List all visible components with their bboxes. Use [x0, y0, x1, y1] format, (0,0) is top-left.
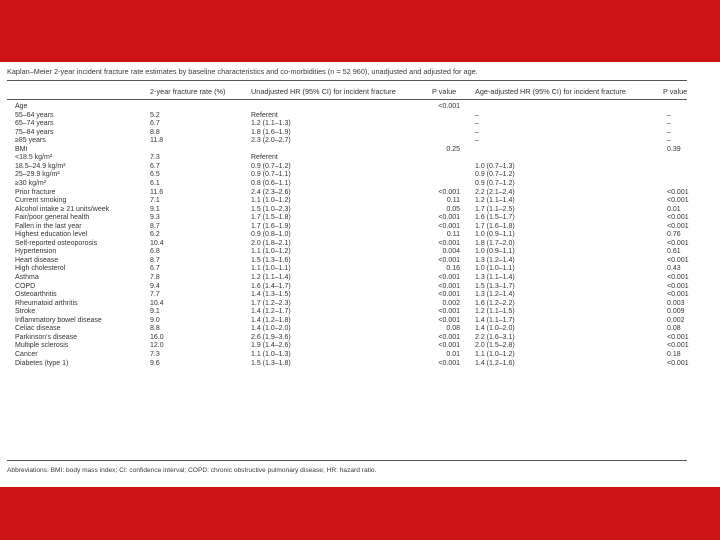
table-cell: 0.76 [667, 231, 681, 239]
table-cell: 0.16 [446, 265, 460, 273]
table-cell: <0.001 [438, 333, 460, 341]
table-cell: 9.6 [150, 359, 160, 367]
table-cell: Prior fracture [15, 188, 56, 196]
table-row [0, 154, 720, 163]
table-cell: 0.003 [667, 299, 685, 307]
table-cell: 6.1 [150, 179, 160, 187]
table-cell: 1.2 (1.1–1.4) [475, 197, 515, 205]
table-cell: <0.001 [438, 282, 460, 290]
table-row [0, 325, 720, 334]
table-row [0, 291, 720, 300]
table-cell: Diabetes (type 1) [15, 359, 69, 367]
table-cell: 1.9 (1.4–2.6) [251, 342, 291, 350]
header-age-adjusted-hr: Age-adjusted HR (95% CI) for incident fracture [475, 87, 626, 96]
table-row [0, 300, 720, 309]
table-cell: 1.4 (1.0–2.0) [251, 325, 291, 333]
table-page [0, 62, 720, 487]
table-cell: Referent [251, 111, 278, 119]
table-cell: 1.7 (1.6–1.8) [475, 222, 515, 230]
table-cell: 0.25 [446, 145, 460, 153]
table-cell: 2.6 (1.9–3.6) [251, 333, 291, 341]
table-cell: 0.9 (0.7–1.2) [475, 171, 515, 179]
table-row [0, 351, 720, 360]
table-cell: 7.3 [150, 350, 160, 358]
table-cell: 7.3 [150, 154, 160, 162]
table-cell: Osteoarthritis [15, 291, 57, 299]
table-cell: – [475, 128, 479, 136]
table-row [0, 146, 720, 155]
table-cell: Parkinson's disease [15, 333, 78, 341]
table-cell: 1.7 (1.5–1.8) [251, 214, 291, 222]
table-cell: Age [15, 103, 28, 110]
table-cell: Fair/poor general health [15, 214, 90, 222]
table-cell: – [475, 120, 479, 128]
table-row [0, 197, 720, 206]
table-cell: Alcohol intake ≥ 21 units/week [15, 205, 110, 213]
table-cell: <0.001 [438, 188, 460, 196]
table-cell: <0.001 [667, 214, 689, 222]
table-cell: 0.8 (0.6–1.1) [251, 179, 291, 187]
table-row [0, 129, 720, 138]
table-cell: 1.7 (1.2–2.3) [251, 299, 291, 307]
table-cell: 0.004 [442, 248, 460, 256]
table-cell: 55–64 years [15, 111, 54, 119]
header-p-value-2: P value [663, 87, 688, 96]
table-footnote: Abbreviations: BMI: body mass index; CI: confidence interval; COPD: chronic obstructive pulmonary disease; HR: hazard ratio. [7, 467, 377, 474]
header-p-value-1: P value [432, 87, 457, 96]
table-cell: 1.8 (1.6–1.9) [251, 128, 291, 136]
table-cell: 0.01 [446, 350, 460, 358]
table-cell: 11.8 [150, 137, 164, 145]
table-cell: <0.001 [438, 291, 460, 299]
table-cell: 8.8 [150, 325, 160, 333]
table-cell: <0.001 [438, 214, 460, 222]
table-cell: 7.7 [150, 291, 160, 299]
table-cell: <0.001 [667, 359, 689, 367]
table-row [0, 103, 720, 112]
top-rule [7, 80, 687, 81]
table-cell: 18.5–24.9 kg/m² [15, 162, 66, 170]
table-cell: 6.8 [150, 248, 160, 256]
table-cell: Current smoking [15, 197, 67, 205]
table-cell: Referent [251, 154, 278, 162]
table-cell: 0.08 [667, 325, 681, 333]
table-row [0, 274, 720, 283]
table-cell: 1.6 (1.4–1.7) [251, 282, 291, 290]
table-cell: 1.8 (1.7–2.0) [475, 239, 515, 247]
table-cell: 6.7 [150, 162, 160, 170]
table-cell: 6.5 [150, 171, 160, 179]
table-cell: 75–84 years [15, 128, 54, 136]
table-cell: <0.001 [438, 256, 460, 264]
table-cell: 1.7 (1.1–2.5) [475, 205, 515, 213]
table-cell: 1.2 (1.1–1.3) [251, 120, 291, 128]
table-cell: 1.5 (1.3–1.6) [251, 256, 291, 264]
table-cell: <0.001 [438, 359, 460, 367]
table-cell: <0.001 [667, 188, 689, 196]
table-cell: 2.2 (2.1–2.4) [475, 188, 515, 196]
table-row [0, 248, 720, 257]
header-unadjusted-hr: Unadjusted HR (95% CI) for incident fracture [251, 87, 396, 96]
table-cell: 7.1 [150, 197, 160, 205]
table-cell: 2.2 (1.6–3.1) [475, 333, 515, 341]
table-row [0, 214, 720, 223]
table-cell: 0.11 [446, 231, 460, 239]
table-cell: 0.61 [667, 248, 681, 256]
table-cell: 12.0 [150, 342, 164, 350]
table-cell: 1.4 (1.2–1.6) [475, 359, 515, 367]
table-cell: 1.3 (1.2–1.4) [475, 256, 515, 264]
header-fracture-rate: 2-year fracture rate (%) [150, 87, 226, 96]
table-cell: 1.5 (1.0–2.3) [251, 205, 291, 213]
table-cell: 0.009 [667, 308, 685, 316]
table-cell: 0.9 (0.7–1.2) [251, 162, 291, 170]
table-row [0, 308, 720, 317]
table-row [0, 171, 720, 180]
table-cell: <0.001 [438, 342, 460, 350]
table-cell: 1.6 (1.2–2.2) [475, 299, 515, 307]
table-row [0, 334, 720, 343]
table-cell: 10.4 [150, 299, 164, 307]
table-cell: Rheumatoid arthritis [15, 299, 78, 307]
table-cell: ≥85 years [15, 137, 46, 145]
table-cell: 1.0 (1.0–1.1) [475, 265, 515, 273]
table-cell: – [475, 111, 479, 119]
table-cell: 10.4 [150, 239, 164, 247]
table-row [0, 223, 720, 232]
table-cell: 1.1 (1.0–1.1) [251, 265, 291, 273]
table-cell: 0.9 (0.8–1.0) [251, 231, 291, 239]
table-cell: 1.4 (1.3–1.5) [251, 291, 291, 299]
table-cell: 1.0 (0.9–1.1) [475, 248, 515, 256]
table-cell: 1.7 (1.6–1.9) [251, 222, 291, 230]
table-cell: 0.39 [667, 145, 681, 153]
table-cell: ≥30 kg/m² [15, 179, 47, 187]
table-cell: 1.0 (0.7–1.3) [475, 162, 515, 170]
table-row [0, 137, 720, 146]
table-cell: 25–29.9 kg/m² [15, 171, 60, 179]
table-cell: 5.2 [150, 111, 160, 119]
table-cell: – [475, 137, 479, 145]
table-cell: <0.001 [667, 239, 689, 247]
table-cell: COPD [15, 282, 36, 290]
table-cell: Multiple sclerosis [15, 342, 69, 350]
table-caption: Kaplan–Meier 2-year incident fracture rate estimates by baseline characteristics and co-morbidities (n = 52 960), unadjusted and adjusted for age. [7, 67, 478, 76]
table-cell: 8.7 [150, 222, 160, 230]
table-cell: <0.001 [438, 316, 460, 324]
table-cell: 1.2 (1.1–1.5) [475, 308, 515, 316]
table-cell: 1.5 (1.3–1.8) [251, 359, 291, 367]
table-cell: <0.001 [667, 333, 689, 341]
table-cell: <0.001 [438, 239, 460, 247]
table-cell: BMI [15, 145, 28, 153]
table-row [0, 360, 720, 369]
table-cell: 1.4 (1.2–1.7) [251, 308, 291, 316]
table-cell: – [667, 111, 671, 119]
table-row [0, 180, 720, 189]
table-cell: 16.0 [150, 333, 164, 341]
table-cell: 1.4 (1.0–2.0) [475, 325, 515, 333]
table-cell: – [667, 120, 671, 128]
table-row [0, 317, 720, 326]
table-cell: 6.7 [150, 120, 160, 128]
table-cell: 9.1 [150, 205, 160, 213]
table-row [0, 257, 720, 266]
table-cell: 9.3 [150, 214, 160, 222]
table-cell: Asthma [15, 274, 39, 281]
table-cell: 9.0 [150, 316, 160, 324]
table-cell: – [667, 128, 671, 136]
table-cell: Hypertension [15, 248, 57, 256]
table-cell: <0.001 [438, 222, 460, 230]
header-rule [7, 99, 687, 100]
table-cell: Highest education level [15, 231, 88, 239]
table-row [0, 342, 720, 351]
table-cell: 0.01 [667, 205, 681, 213]
table-cell: 2.3 (2.0–2.7) [251, 137, 291, 145]
table-cell: 2.0 (1.5–2.8) [475, 342, 515, 350]
table-cell: <0.001 [438, 308, 460, 316]
table-cell: High cholesterol [15, 265, 66, 273]
table-cell: 1.0 (0.9–1.1) [475, 231, 515, 239]
table-cell: Celiac disease [15, 325, 61, 333]
table-cell: 0.9 (0.7–1.1) [251, 171, 291, 179]
table-cell: 0.11 [446, 197, 460, 205]
table-cell: <0.001 [667, 282, 689, 290]
table-cell: – [667, 137, 671, 145]
table-cell: 65–74 years [15, 120, 54, 128]
table-row [0, 112, 720, 121]
table-cell: 0.9 (0.7–1.2) [475, 179, 515, 187]
table-cell: Fallen in the last year [15, 222, 82, 230]
table-cell: <0.001 [667, 197, 689, 205]
table-cell: <0.001 [438, 274, 460, 281]
table-cell: Stroke [15, 308, 36, 316]
table-cell: <0.001 [667, 342, 689, 350]
table-row [0, 120, 720, 129]
table-cell: 1.1 (1.0–1.2) [251, 248, 291, 256]
table-cell: <0.001 [667, 256, 689, 264]
table-cell: 1.1 (1.0–1.2) [475, 350, 515, 358]
table-cell: 1.1 (1.0–1.3) [251, 350, 291, 358]
table-row [0, 240, 720, 249]
table-cell: <0.001 [667, 222, 689, 230]
table-cell: <0.001 [667, 291, 689, 299]
table-cell: 2.4 (2.3–2.6) [251, 188, 291, 196]
table-cell: 11.6 [150, 188, 164, 196]
table-cell: Heart disease [15, 256, 59, 264]
table-cell: 9.1 [150, 308, 160, 316]
table-cell: 6.2 [150, 231, 160, 239]
table-cell: 0.05 [446, 205, 460, 213]
table-row [0, 283, 720, 292]
table-cell: 9.4 [150, 282, 160, 290]
table-cell: 1.4 (1.1–1.7) [475, 316, 515, 324]
table-cell: 0.18 [667, 350, 681, 358]
table-row [0, 206, 720, 215]
table-cell: 1.4 (1.2–1.8) [251, 316, 291, 324]
table-cell: 7.8 [150, 274, 160, 281]
table-cell: 1.3 (1.2–1.4) [475, 291, 515, 299]
table-cell: Self-reported osteoporosis [15, 239, 98, 247]
table-cell: <0.001 [667, 274, 689, 281]
table-cell: 0.08 [446, 325, 460, 333]
table-cell: 8.7 [150, 256, 160, 264]
table-cell: <0.001 [438, 103, 460, 110]
table-cell: 8.8 [150, 128, 160, 136]
table-cell: 1.5 (1.3–1.7) [475, 282, 515, 290]
table-cell: <18.5 kg/m² [15, 154, 53, 162]
table-cell: 1.1 (1.0–1.2) [251, 197, 291, 205]
table-cell: 1.6 (1.5–1.7) [475, 214, 515, 222]
bottom-rule [7, 460, 687, 461]
table-cell: 0.43 [667, 265, 681, 273]
table-row [0, 231, 720, 240]
table-cell: Inflammatory bowel disease [15, 316, 102, 324]
table-cell: 0.002 [667, 316, 685, 324]
table-cell: 2.0 (1.8–2.1) [251, 239, 291, 247]
table-cell: 6.7 [150, 265, 160, 273]
table-cell: 0.002 [442, 299, 460, 307]
table-row [0, 265, 720, 274]
table-row [0, 163, 720, 172]
table-cell: 1.2 (1.1–1.4) [251, 274, 291, 281]
table-cell: Cancer [15, 350, 38, 358]
table-cell: 1.3 (1.1–1.4) [475, 274, 515, 281]
table-row [0, 189, 720, 198]
